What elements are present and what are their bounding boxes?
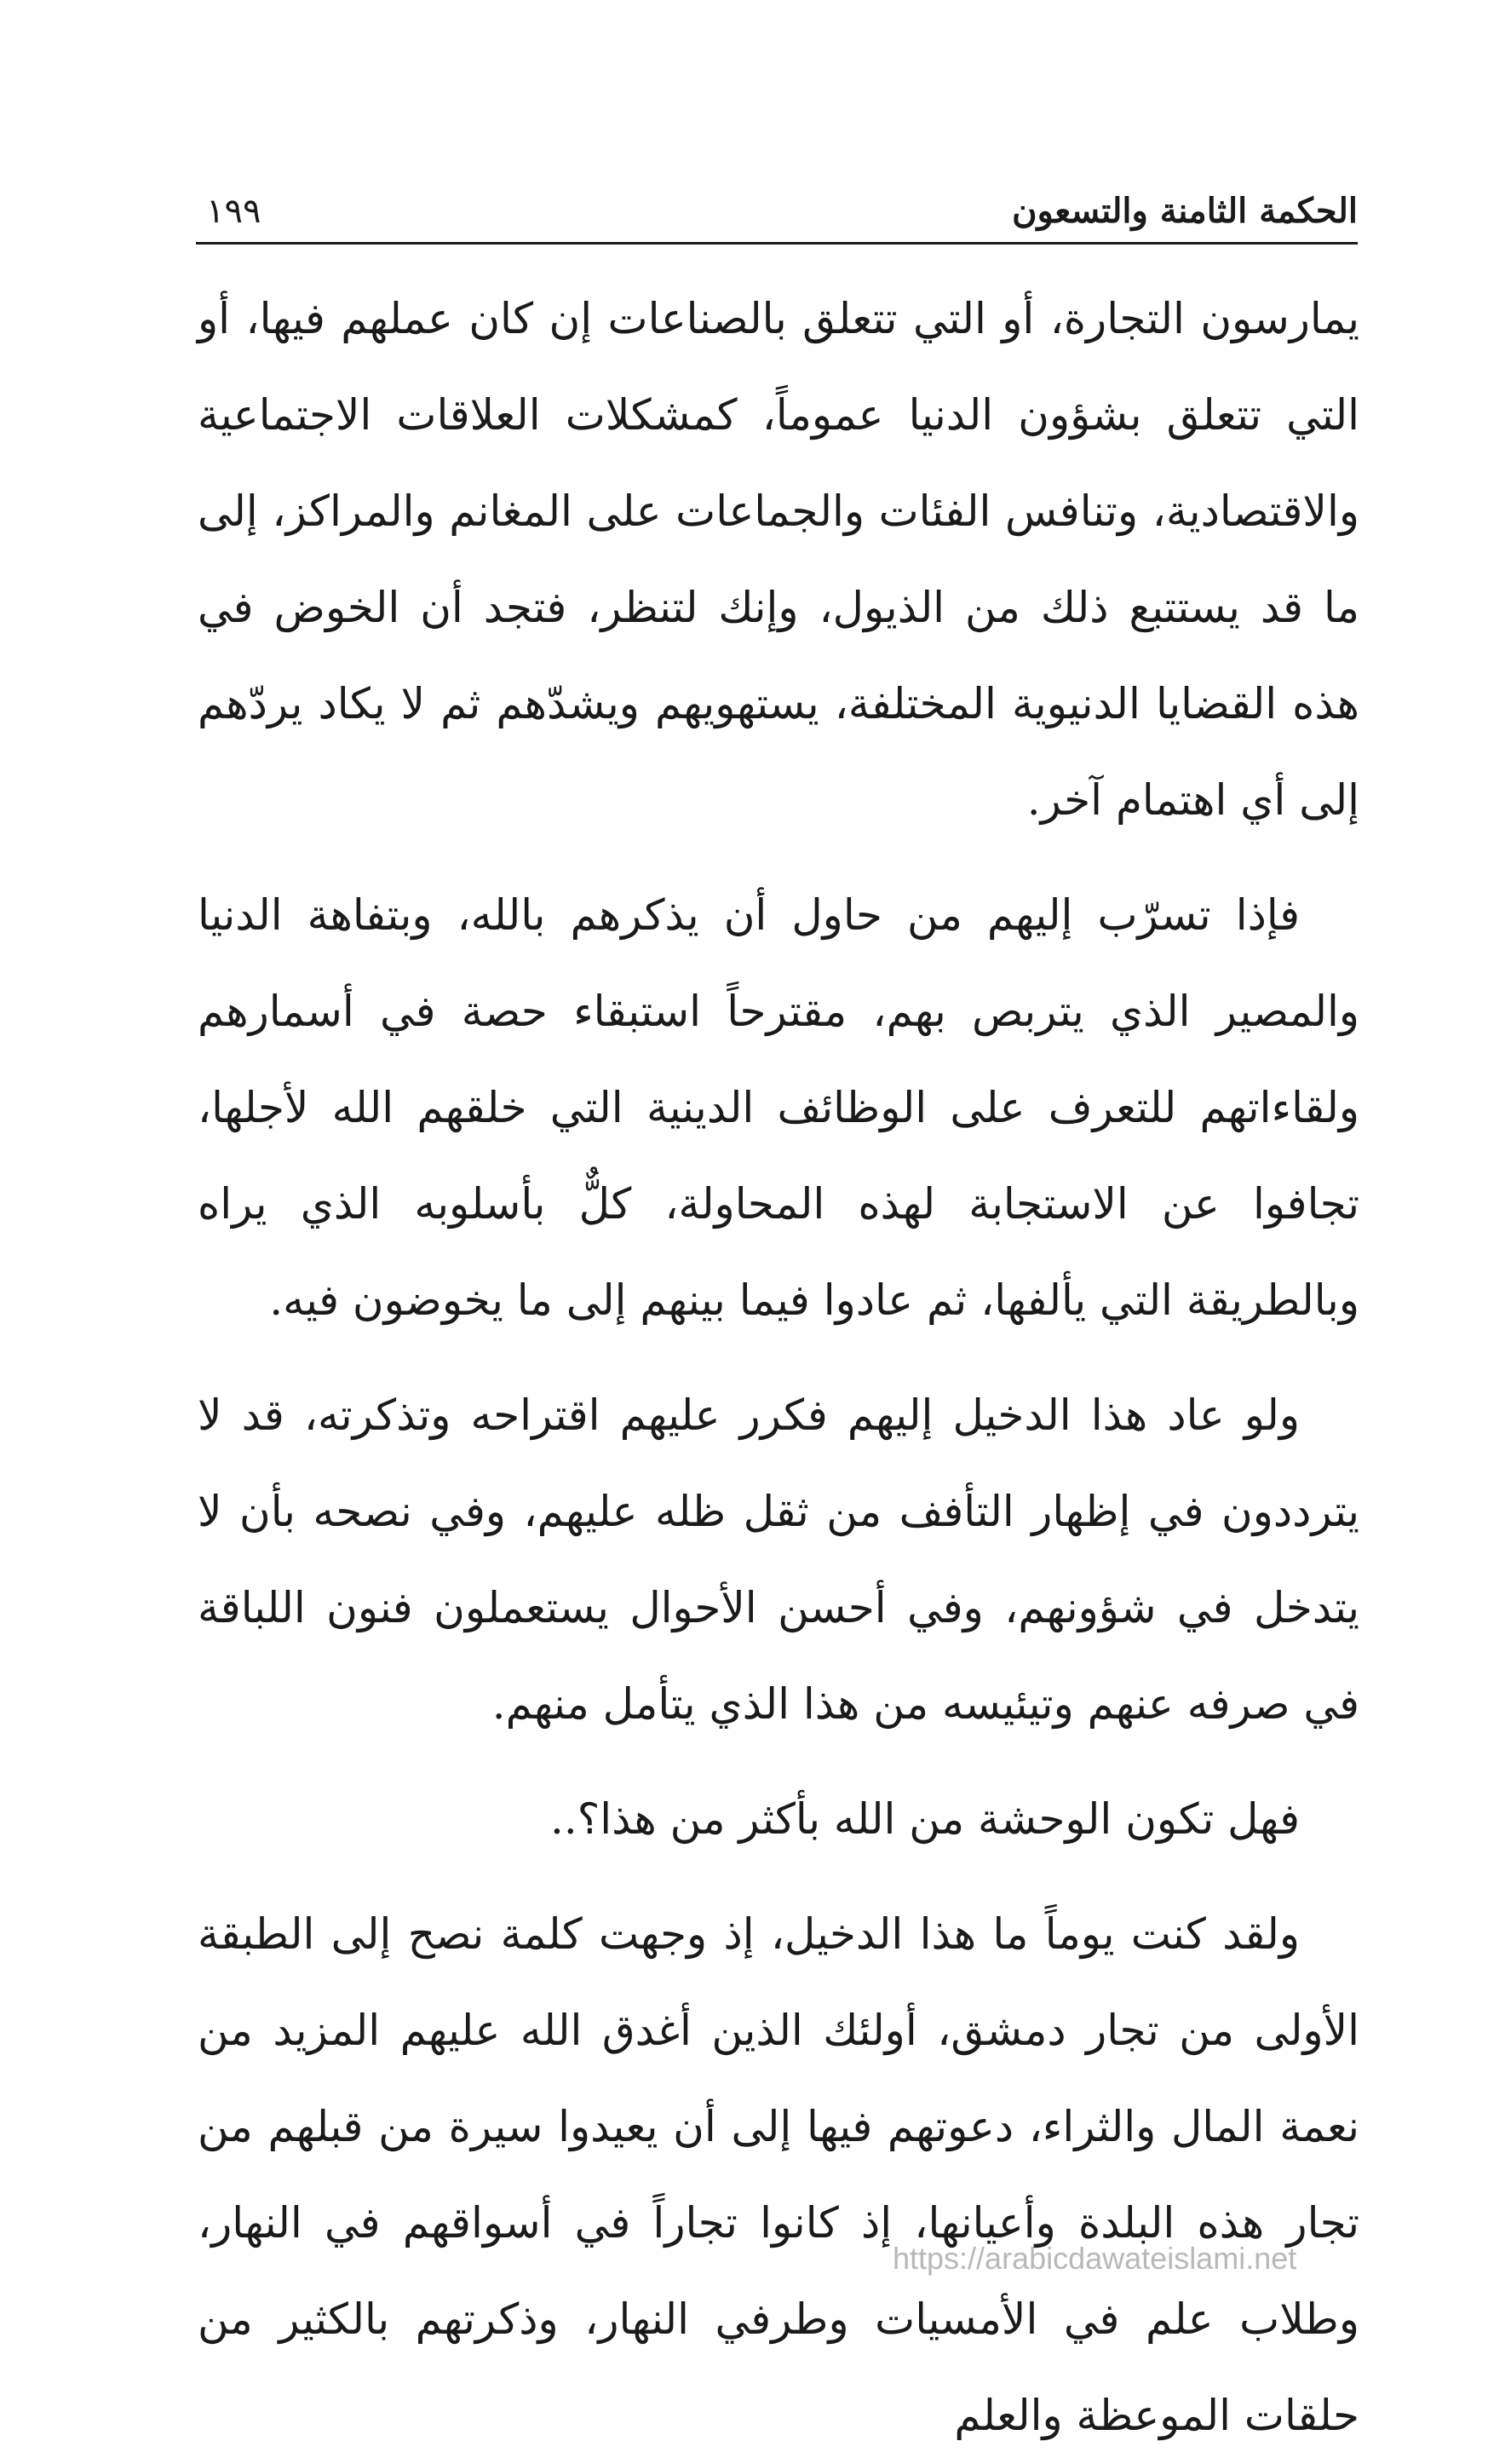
paragraph-3: ولو عاد هذا الدخيل إليهم فكرر عليهم اقتراحه وتذكرته، قد لا يترددون في إظهار التأفف من ثقل ظله عليهم، وفي نصحه بأن لا يتدخل في شؤونهم، وفي أحسن الأحوال يستعملون فنون اللباقة في صرفه عنهم وتيئيسه من هذا الذي يتأمل منهم. [198,1390,1359,1729]
paragraph-2: فإذا تسرّب إليهم من حاول أن يذكرهم بالله، وبتفاهة الدنيا والمصير الذي يتربص بهم، مقترحاً استبقاء حصة في أسمارهم ولقاءاتهم للتعرف على الوظائف الدينية التي خلقهم الله لأجلها، تجافوا عن الاستجابة لهذه المحاولة، كلٌّ بأسلوبه الذي يراه وبالطريقة التي يألفها، ثم عادوا فيما بينهم إلى ما يخوضون فيه. [198,890,1359,1325]
body-text [198,271,1359,2464]
page-header [196,186,1358,245]
paragraph-4: فهل تكون الوحشة من الله بأكثر من هذا؟.. [549,1794,1300,1844]
page-number: ١٩٩ [206,192,261,231]
paragraph-1: يمارسون التجارة، أو التي تتعلق بالصناعات إن كان عملهم فيها، أو التي تتعلق بشؤون الدنيا عموماً، كمشكلات العلاقات الاجتماعية والاقتصادية، وتنافس الفئات والجماعات على المغانم والمراكز، إلى ما قد يستتبع ذلك من الذيول، وإنك لتنظر، فتجد أن الخوض في هذه القضايا الدنيوية المختلفة، يستهويهم ويشدّهم ثم لا يكاد يردّهم إلى أي اهتمام آخر. [198,294,1359,825]
watermark-url: https://arabicdawateislami.net [893,2241,1297,2276]
running-title: الحكمة الثامنة والتسعون [1012,191,1358,231]
paragraph-5: ولقد كنت يوماً ما هذا الدخيل، إذ وجهت كلمة نصح إلى الطبقة الأولى من تجار دمشق، أولئك الذين أغدق الله عليهم المزيد من نعمة المال والثراء، دعوتهم فيها إلى أن يعيدوا سيرة من قبلهم من تجار هذه البلدة وأعيانها، إذ كانوا تجاراً في أسواقهم في النهار، وطلاب علم في الأمسيات وطرفي النهار، وذكرتهم بالكثير من حلقات الموعظة والعلم [198,1909,1359,2440]
